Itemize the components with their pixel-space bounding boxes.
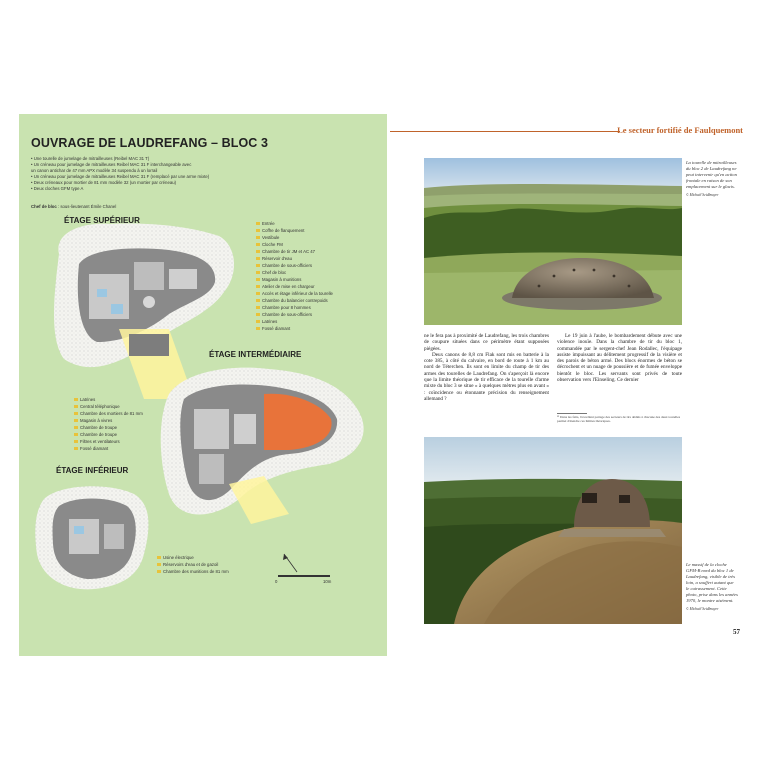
legend-item: Réservoirs d'eau et de gazoil <box>157 561 229 568</box>
lower-floor-title: ÉTAGE INFÉRIEUR <box>56 466 129 475</box>
legend-item: Vestibule <box>256 234 333 241</box>
armament-item: • Deux cloches GFM type A <box>31 186 84 191</box>
legend-item: Accès et étage inférieur de la tourelle <box>256 290 333 297</box>
scale-end: 10m <box>323 579 332 584</box>
caption-1-credit: © Michaël Seidlmayer <box>686 193 719 197</box>
text-column-1 <box>424 333 549 402</box>
lower-floor-legend <box>157 554 229 575</box>
photo-caption-2 <box>686 562 738 612</box>
upper-floor-legend <box>256 220 333 332</box>
legend-item: Latrines <box>74 396 143 403</box>
legend-item: Usine électrique <box>157 554 229 561</box>
caption-1-text: La tourelle de mitrailleuses du bloc 2 de Laudrefang ne peut intervenir qu'en action frontale en raison de son emplacement sur le glacis. <box>686 160 737 189</box>
legend-item: Chambre des munitions de 81 mm <box>157 568 229 575</box>
photo-turret-laudrefang <box>424 158 682 325</box>
legend-item: Chef de bloc <box>256 269 333 276</box>
intermediate-floor-legend <box>74 396 143 452</box>
armament-item: • Un créneau pour jumelage de mitrailleuses Reibel MAC 31 F interchangeable avec <box>31 162 192 167</box>
armament-item: un canon antichar de 47 mm APX modèle 34 suspendu à un lorrail <box>31 168 158 173</box>
legend-item: Fossé diamant <box>74 445 143 452</box>
armament-list <box>31 156 281 192</box>
running-head <box>390 124 743 138</box>
chef-de-bloc <box>31 204 116 209</box>
running-head-rule <box>390 131 620 132</box>
legend-item: Chambre du balancier contrepoids <box>256 297 333 304</box>
legend-item: Magasin à munitions <box>256 276 333 283</box>
text-column-2 <box>557 333 682 383</box>
legend-item: Cloche FM <box>256 241 333 248</box>
chef-value: : sous-lieutenant Émile Chanel <box>56 204 117 209</box>
intermediate-floor-plan <box>161 368 364 524</box>
legend-item: Chambre de sous-officiers <box>256 311 333 318</box>
legend-item: Filtres et ventilateurs <box>74 438 143 445</box>
legend-item: Chambre des mortiers de 81 mm <box>74 410 143 417</box>
north-arrow-icon <box>283 554 297 572</box>
photo-caption-1 <box>686 160 738 198</box>
paragraph: Deux canons de 8,8 cm Flak sont mis en batterie à la cote 385, à côté du calvaire, en bord de route à 1 km au nord de Téterchen. Ils sont en limite du champ de tir des armes des tourelles de Laudrefang. On s'aperçoit là encore que la limite théorique de tir efficace de la tourelle d'arme mixte du bloc 3 se situe « à quelques mètres plus en avant » : coïncidence ou étonnante précision du renseignement allemand ? <box>424 351 549 402</box>
paragraph: ne le fera pas à proximité de Laudrefang, les trois chambres de coupure situées dans ce périmètre étant supposées piégées. <box>424 333 549 352</box>
paragraph: Le 19 juin à l'aube, le bombardement débute avec une violence inouïe. Dans la chambre de tir du bloc 1, commandée par le sergent-chef Jean Rodallec, l'équipage assiste impuissant au délitement progressif de la visière et des parois de béton armé. Des blocs énormes de béton se décrochent et un nuage de poussière et de fumée enveloppe bientôt le bloc. Les servants sont privés de toute observation vers l'Einseling. Ce dernier <box>557 333 682 384</box>
legend-item: Chambre de sous-officiers <box>256 262 333 269</box>
legend-item: Chambre de troupe <box>74 431 143 438</box>
armament-item: • Deux créneaux pour mortier de 81 mm modèle 32 (un mortier par créneau) <box>31 180 177 185</box>
scale-start: 0 <box>275 579 278 584</box>
legend-item: Chambre pour 8 hommes <box>256 304 333 311</box>
legend-item: Magasin à vivres <box>74 417 143 424</box>
legend-item: Central téléphonique <box>74 403 143 410</box>
legend-item: Entrée <box>256 220 333 227</box>
legend-item: Fossé diamant <box>256 325 333 332</box>
armament-item: • Un créneau pour jumelage de mitrailleuses Reibel MAC 31 F (remplacé par une arme mixte) <box>31 174 210 179</box>
footnote-rule <box>557 413 587 414</box>
legend-item: Réservoir d'eau <box>256 255 333 262</box>
scale-bar-graphic <box>278 575 330 577</box>
armament-item: • Une tourelle de jumelage de mitrailleuses (Reibel MAC 31 T) <box>31 156 150 161</box>
caption-2-credit: © Michaël Seidlmayer <box>686 607 719 611</box>
page-title: OUVRAGE DE LAUDREFANG – BLOC 3 <box>31 136 269 150</box>
upper-floor-title: ÉTAGE SUPÉRIEUR <box>64 216 140 225</box>
page-number: 57 <box>733 628 740 636</box>
chef-label: Chef de bloc <box>31 204 57 209</box>
legend-item: Atelier de mise en chargeur <box>256 283 333 290</box>
footnote: ³⁵ Dans les faits, l'excellent partage des secteurs de tirs dédiés à chacune des deux tourelles permet d'étendre ces limites théoriques. <box>557 415 681 424</box>
legend-item: Chambre de tir JM et AC 47 <box>256 248 333 255</box>
caption-2-text: Le massif de la cloche GFM-B nord du bloc 1 de Laudrefang, visible de très loin, a souffert autant que le cuirassement. Cette photo, prise dans les années 1970, le montre aisément. <box>686 562 738 603</box>
legend-item: Coffre de flanquement <box>256 227 333 234</box>
photo-gfm-cloche <box>424 437 682 624</box>
running-head-text: Le secteur fortifié de Faulquemont <box>617 125 743 135</box>
legend-item: Latrines <box>256 318 333 325</box>
legend-item: Chambre de troupe <box>74 424 143 431</box>
intermediate-floor-title: ÉTAGE INTERMÉDIAIRE <box>209 350 302 359</box>
left-page <box>19 114 387 656</box>
lower-floor-plan <box>35 486 148 589</box>
